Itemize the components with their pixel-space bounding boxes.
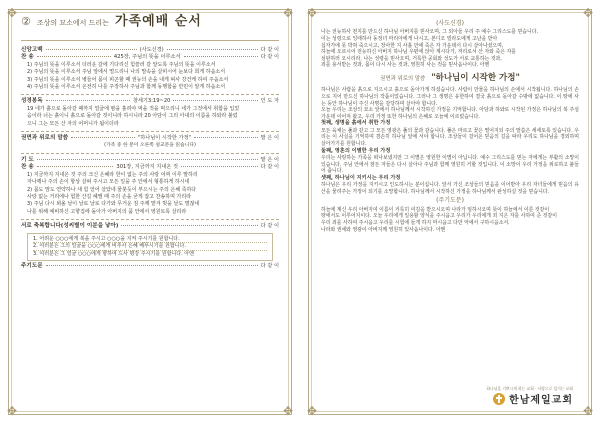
- sermon-title: "하나님이 시작한 가정": [431, 72, 520, 83]
- order-row-blessing: [21, 223, 279, 230]
- sermon-paragraph: 우리는 사랑하는 가족을 떠나보냈지만 그 이별은 영원한 이별이 아닙니다. 예수 그리스도를 믿는 자에게는 부활의 소망이 있습니다. 주님 안에서 잠든 자들은 다시 살아나 주님과 함께 영원히 거할 것입니다. 이 소망이 우리 가정을 위로하고 붙들어 줍니다.: [321, 154, 579, 175]
- lords-prayer-line: 땅에서도 이루어지이다. 오늘 우리에게 일용할 양식을 주시옵고 우리가 우리에게 죄 지은 자를 사하여 준 것같이: [321, 213, 557, 220]
- blessing-line: 3. 여러분은 그 얼굴 ○○○에게 향하여 드사 평강 주시기를 원합니다. 아멘: [33, 251, 194, 258]
- corner-ornament-icon: ✥: [282, 404, 294, 418]
- order-label: 신앙고백: [21, 47, 43, 53]
- order-leader: 다 같 이: [260, 223, 279, 230]
- title-main: 가족예배 순서: [114, 14, 202, 29]
- corner-ornament-icon: ✥: [582, 404, 594, 418]
- church-cross-icon: [493, 393, 505, 405]
- divider: [21, 153, 279, 154]
- hymn-verse: 3) 주님 다시 뵈올 날이 날로 날로 다가와 무거운 짐 주께 맡겨 벗을 날도 멀잖네: [27, 201, 200, 208]
- hymn-verse: 나를 위해 예비하신 고향집에 돌아가 아버지의 품 안에서 영원토록 살리라: [27, 208, 187, 215]
- order-row-scripture: [21, 98, 279, 105]
- sermon-point-heading: 첫째, 생명을 흙에서 취한 가정: [321, 120, 391, 127]
- blessing-line: 1. 어려운 ○○○에게 복을 주시고 ○○○을 지켜 주시기를 원합니다.: [33, 236, 267, 244]
- order-label: 찬 송: [21, 164, 34, 171]
- hymn-verse: 1) 지금까지 지내온 것 주의 크신 은혜라 한이 없는 주의 사랑 어찌 이루 말하리: [27, 171, 198, 178]
- title-subtitle: 조상의 묘소에서 드리는: [36, 19, 109, 27]
- order-label: 권면과 위로의 말씀: [21, 135, 69, 142]
- creed-line: 죄를 용서받는 것과, 몸이 다시 사는 것과, 영원히 사는 것을 믿사옵나이다. 아멘: [321, 62, 490, 69]
- sermon-label: 권면과 위로의 말씀: [380, 75, 426, 82]
- title-divider: [21, 40, 279, 41]
- corner-ornament-icon: ✥: [6, 6, 18, 20]
- creed-line: 심판하러 오시리라. 나는 성령을 믿사오며, 거룩한 공회와 성도가 서로 교통하는 것과,: [321, 55, 502, 62]
- hymn-verse: 1) 주님의 뜻을 이루소서 더러운 갈에 기다리신 힘쓸러 갈 앞도록 주님의 뜻을 이루소서: [27, 61, 216, 68]
- creed-line: 하늘에 오르시어 전능하신 아버지 하나님 우편에 앉아 계시다가, 저리로서 산 자와 죽은 자를: [321, 49, 517, 56]
- hymn-verse: 사랑 없는 거리에나 험한 산길 헤맬 때 주의 손을 굳게 잡고 찬송하며 가리라: [27, 193, 191, 200]
- lords-prayer-line: 하늘에 계신 우리 아버지여 이름이 거룩히 여김을 받으시오며 나라가 임하시오며 뜻이 하늘에서 이룬 것같이: [321, 206, 550, 213]
- order-leader: 다 같 이: [260, 164, 279, 171]
- lords-prayer-line: 우리 죄를 사하여 주시옵고 우리를 시험에 들게 하지 마시옵고 다만 악에서 구하시옵소서.: [321, 219, 510, 226]
- order-leader: 다 같 이: [260, 54, 279, 61]
- order-row-hymn-2: [21, 164, 279, 171]
- sermon-paragraph: 하나님은 사람을 흙으로 지으시고 흙으로 돌아가게 하셨습니다. 사람이 만물을 하나님의 손에서 시작됩니다. 하나님의 손으로 지어 만드신 하나님의 작품이었습니다. 그러나 그 생명은 유한하여 결국 흙으로 돌아갈 수밖에 없습니다. 이 땅에 사는 동안 하나님이 주신 사명을 감당하며 살아야 합니다.: [321, 87, 579, 107]
- page-number: ②: [21, 15, 31, 28]
- order-label: 주기도문: [21, 262, 43, 269]
- left-page: [5, 6, 295, 418]
- order-label: 찬 송: [21, 54, 34, 61]
- right-page: [305, 6, 595, 418]
- page-title: [21, 14, 279, 38]
- order-content: (사도신경): [139, 47, 164, 53]
- order-row-sermon: [21, 135, 279, 142]
- scripture-line: 19 네가 흙으로 돌아갈 때까지 얼굴에 땀을 흘려야 먹을 것을 먹으리니 네가 그것에서 취함을 입었: [27, 105, 240, 112]
- sermon-paragraph: 오늘 우리는 조상의 묘소 앞에서 하나님께서 시작하신 가정을 기억합니다. 아담과 하와로 시작된 가정은 하나님의 복 주심 가운데 이어져 왔고, 우리 가정 또한 하나님의 은혜로 오늘에 이르렀습니다.: [321, 107, 579, 120]
- creed-line: 이는 성령으로 잉태하사 동정녀 마리아에게 나시고, 본디오 빌라도에게 고난을 받아: [321, 36, 498, 42]
- order-label: 서로 축복합니다(성씨별이 이분을 낳아): [21, 223, 119, 230]
- sermon-heading: [321, 72, 579, 83]
- blessing-box: [27, 233, 273, 261]
- hymn-verse: 자나깨나 주의 손이 항상 살펴 주시고 모든 일을 주 안에서 형통하게 하시네: [27, 179, 190, 186]
- order-content: 창세기3:19~20: [132, 98, 171, 105]
- lords-prayer-line: 나라와 권세와 영광이 아버지께 영원히 있사옵나이다. 아멘: [321, 226, 446, 233]
- hymn-verse: 2) 주님의 뜻을 이루소서 주님 앞에서 떨드리니 나의 맘속을 살피시어 눈보다 희게 하옵소서: [27, 69, 226, 76]
- blessing-line: 2. 여러분은 그의 얼굴을 ○○○에게 비추사 은혜 베푸시기를 원합니다.: [33, 243, 267, 251]
- corner-ornament-icon: ✥: [582, 6, 594, 20]
- order-leader: 다 같 이: [260, 262, 279, 269]
- church-logo: [493, 391, 573, 406]
- order-leader: 말 은 이: [260, 135, 280, 142]
- sermon-content: [321, 18, 579, 408]
- order-content: 301장, 지금까지 지내온 것: [116, 164, 179, 171]
- order-row-lords-prayer: [21, 263, 279, 270]
- divider: [21, 94, 279, 95]
- lords-prayer-heading: (주기도문): [436, 197, 464, 205]
- divider: [21, 131, 279, 132]
- creed-line: 나는 전능하사 천지를 만드신 하나님 아버지를 믿사오며, 그 외아들 우리 주 예수 그리스도를 믿습니다.: [321, 29, 539, 36]
- worship-order: [21, 14, 280, 408]
- corner-ornament-icon: ✥: [6, 404, 18, 418]
- corner-ornament-icon: ✥: [306, 404, 318, 418]
- church-name: 한남제일교회: [509, 395, 573, 406]
- sermon-paragraph: 모든 육체는 풀과 같고 그 모든 영광은 풀의 꽃과 같습니다. 풀은 마르고 꽃은 떨어지되 주의 말씀은 세세토록 있습니다. 우리는 이 사실을 기억하며 겸손히 하나님 앞에 서야 합니다. 조상들이 걸어온 믿음의 길을 따라 우리도 하나님을 경외하며 살아가기를 원합니다.: [321, 127, 579, 147]
- sermon-note: (가족 중 한 분이 오른쪽 설교문을 읽습니다): [104, 143, 196, 149]
- corner-ornament-icon: ✥: [306, 6, 318, 20]
- order-leader: 맡 은 이: [260, 156, 279, 163]
- order-label: 기 도: [21, 156, 34, 163]
- divider: [21, 219, 279, 220]
- sermon-paragraph: 하나님은 우리 가정을 지키시고 인도하시는 분이십니다. 앞서 가신 조상들의 믿음을 이어받아 우리 자녀들에게 믿음의 유산을 물려주는 가정이 되기를 소망합니다. 하나님께서 시작하신 가정을 하나님께서 완성하실 것을 믿습니다.: [321, 182, 579, 195]
- order-row-hymn: [21, 54, 279, 61]
- creed-heading: (사도신경): [436, 20, 464, 27]
- order-content: 425장, 주님의 뜻을 이루소서: [113, 54, 181, 61]
- sermon-point-heading: 둘째, 영혼의 이별한 우리 가정: [321, 147, 391, 154]
- order-leader: 다 같 이: [260, 47, 279, 53]
- order-leader: 인 도 자: [260, 98, 280, 105]
- scripture-line: 음이라 너는 흙이니 흙으로 돌아갈 것이니라 하시니라 20 아담이 그의 아내의 이름을 하와라 불렀: [27, 113, 238, 120]
- church-tagline: 하나님을 기쁘시게 하는 교회 · 사랑으로 섬기는 교회: [486, 386, 573, 391]
- order-label: 성경봉독: [21, 98, 43, 105]
- sermon-point-heading: 셋째, 하나님이 지키시는 우리 가정: [321, 174, 401, 181]
- hymn-verse: 3) 주님의 뜻을 이루소서 병들어 몸이 피곤할 때 권능의 손을 내게 펴사 강건케 하여 주옵소서: [27, 76, 229, 83]
- hymn-verse: 4) 주님의 뜻을 이루소서 온전히 나를 주장하사 주님과 함께 동행함을 만민이 알게 하옵소서: [27, 84, 226, 91]
- creed-line: 십자가에 못 박혀 죽으시고, 장사한 지 사흘 만에 죽은 자 가운데서 다시 살아나셨으며,: [321, 42, 504, 49]
- order-content: "하나님이 시작한 가정": [137, 135, 191, 142]
- scripture-line: 으니 그는 모든 산 자의 어머니가 됨이더라: [27, 120, 119, 127]
- corner-ornament-icon: ✥: [282, 6, 294, 20]
- hymn-verse: 2) 몸도 맘도 연약하나 새 힘 얻어 살았네 물붓듯이 부으시는 주의 은혜 족하다: [27, 186, 197, 193]
